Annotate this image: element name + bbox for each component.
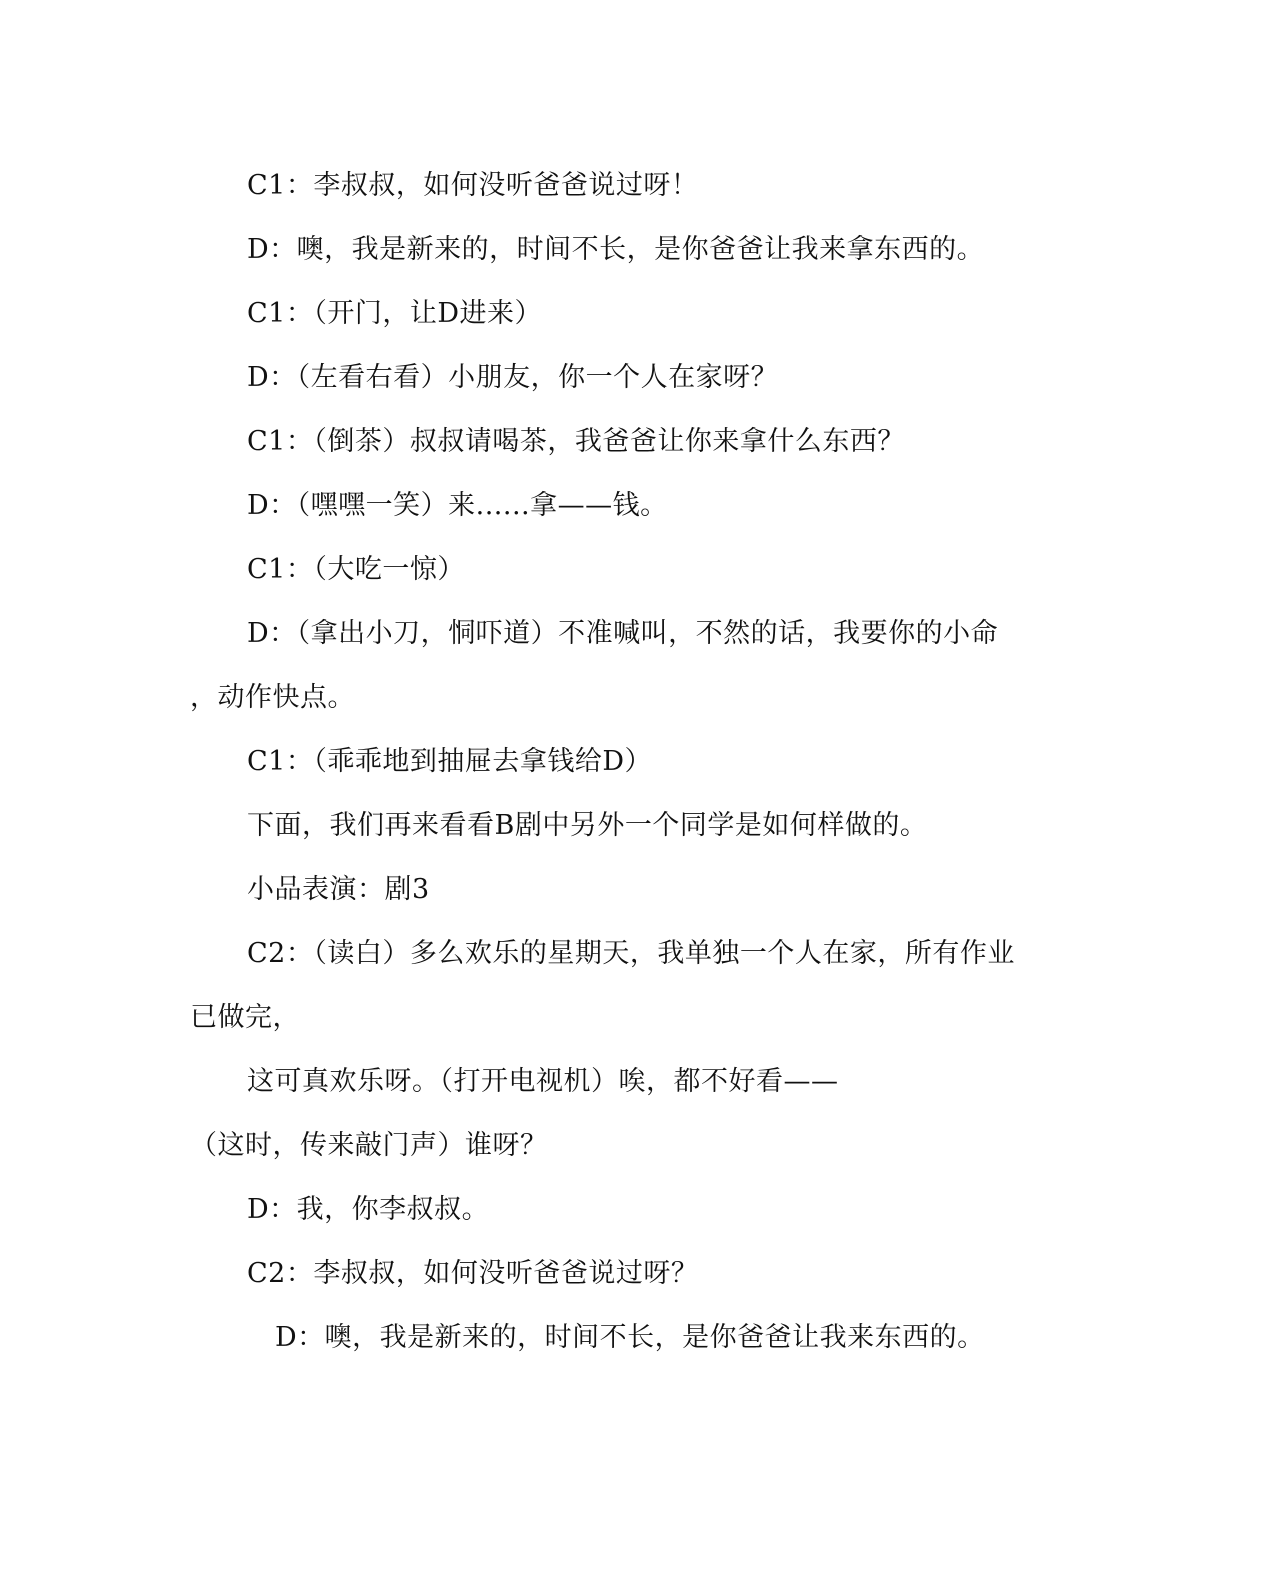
text-line: D：（嘿嘿一笑）来......拿——钱。 bbox=[247, 490, 668, 521]
text-line: D：噢，我是新来的，时间不长，是你爸爸让我来东西的。 bbox=[275, 1322, 985, 1353]
text-line: D：我，你李叔叔。 bbox=[247, 1194, 490, 1225]
text-line: 小品表演：剧3 bbox=[247, 874, 430, 905]
text-line: C1：（倒茶）叔叔请喝茶，我爸爸让你来拿什么东西？ bbox=[247, 426, 905, 457]
text-line: C2：李叔叔，如何没听爸爸说过呀？ bbox=[247, 1258, 699, 1289]
text-line: ，动作快点。 bbox=[190, 682, 355, 713]
text-line: （这时，传来敲门声）谁呀？ bbox=[190, 1130, 548, 1161]
text-line: 已做完， bbox=[190, 1002, 300, 1033]
text-line: C1：（大吃一惊） bbox=[247, 554, 465, 585]
text-line: D：噢，我是新来的，时间不长，是你爸爸让我来拿东西的。 bbox=[247, 234, 985, 265]
text-line: C1：（开门，让D进来） bbox=[247, 298, 542, 329]
text-line: C2：（读白）多么欢乐的星期天，我单独一个人在家，所有作业 bbox=[247, 938, 1015, 969]
text-line: 下面，我们再来看看B剧中另外一个同学是如何样做的。 bbox=[247, 810, 928, 841]
text-line: D：（左看右看）小朋友，你一个人在家呀？ bbox=[247, 362, 779, 393]
text-line: 这可真欢乐呀。（打开电视机）唉，都不好看—— bbox=[247, 1066, 839, 1097]
text-line: D：（拿出小刀，恫吓道）不准喊叫，不然的话，我要你的小命 bbox=[247, 618, 999, 649]
text-line: C1：李叔叔，如何没听爸爸说过呀！ bbox=[247, 170, 699, 201]
text-line: C1：（乖乖地到抽屉去拿钱给D） bbox=[247, 746, 652, 777]
